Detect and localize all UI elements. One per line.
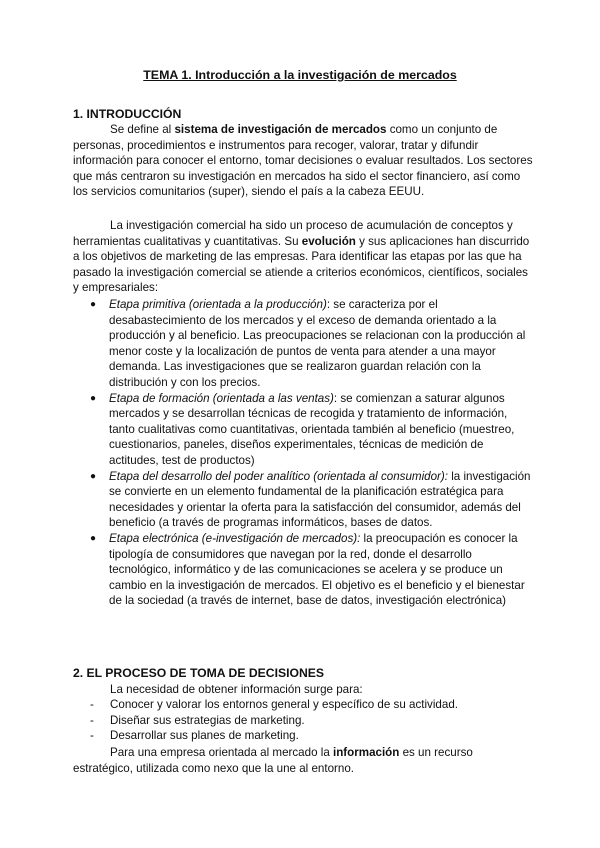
section-2-intro: La necesidad de obtener información surge para: xyxy=(110,683,363,696)
bullet-icon: ● xyxy=(90,392,97,404)
p-last-text-post: es un recurso estratégico, utilizada como nexo que la une al entorno. xyxy=(73,746,473,775)
dash-icon: - xyxy=(90,729,94,743)
list-item xyxy=(73,697,535,713)
list-item-text: Conocer y valorar los entornos general y específico de su actividad. xyxy=(110,698,458,711)
stage-description: la preocupación es conocer la tipología de consumidores que navegan por la red, donde el desarrollo tecnológico, informático y de las comunicaciones se acelera y se produce un cambio en la investigación de mercados. El objetivo es el beneficio y el bienestar de la sociedad (a través de internet, base de datos, investigación electrónica) xyxy=(109,531,525,608)
stage-description: la investigación se convierte en un elemento fundamental de la planificación estratégica para necesidades y orientar la oferta para la satisfacción del consumidor, además del beneficio (a través de programas informáticos, bases de datos. xyxy=(109,469,531,530)
list-item xyxy=(73,391,535,469)
needs-list xyxy=(73,697,535,744)
bullet-icon: ● xyxy=(90,299,97,310)
stage-name: Etapa del desarrollo del poder analítico (orientada al consumidor): xyxy=(109,469,448,483)
p1-bold-term: sistema de investigación de mercados xyxy=(174,123,387,136)
dash-icon: - xyxy=(90,698,94,711)
list-item-text: Diseñar sus estrategias de marketing. xyxy=(110,713,305,727)
list-item xyxy=(73,531,535,609)
section-1-paragraph-1 xyxy=(73,122,533,200)
p2-bold-term: evolución xyxy=(301,234,356,248)
list-item xyxy=(73,713,535,729)
stage-description: : se comienzan a saturar algunos mercados y se desarrollan técnicas de recogida y tratamiento de información, tanto cualitativas como cuantitativas, orientada también al beneficio (muestreo, cuestionarios, paneles, diseños experimentales, técnicas de medición de actitudes, test de productos) xyxy=(109,391,515,467)
stages-list xyxy=(73,297,535,609)
section-1-heading: 1. INTRODUCCIÓN xyxy=(73,107,182,121)
list-item xyxy=(73,728,535,744)
stage-name: Etapa de formación (orientada a las ventas) xyxy=(109,391,334,405)
stage-description: : se caracteriza por el desabastecimiento de los mercados y el exceso de demanda orientado a la producción y al beneficio. Las preocupaciones se relacionan con la producción al menor coste y la localización de puntos de venta para atender a una mayor demanda. Las investigaciones que se realizaron guardan relación con la distribución y con los precios. xyxy=(109,298,526,389)
stage-name: Etapa electrónica (e-investigación de mercados): xyxy=(109,531,361,545)
bullet-icon: ● xyxy=(90,470,97,482)
list-item-text: Desarrollar sus planes de marketing. xyxy=(110,729,299,743)
p1-text-post: como un conjunto de personas, procedimientos e instrumentos para recoger, valorar, tratar y difundir información para conocer el entorno, tomar decisiones o evaluar resultados. Los sectores que más centraron su investigación en mercados ha sido el sector financiero, así como los servicios comunitarios (super), siendo el país a la cabeza EEUU. xyxy=(73,123,533,199)
p-last-bold-term: información xyxy=(333,746,400,759)
section-2-heading: 2. EL PROCESO DE TOMA DE DECISIONES xyxy=(73,666,325,680)
stage-name: Etapa primitiva (orientada a la producción) xyxy=(109,298,327,311)
list-item xyxy=(73,469,535,531)
p2-text-post: y sus aplicaciones han discurrido a los objetivos de marketing de las empresas. Para identificar las etapas por las que ha pasado la investigación comercial se atiende a criterios económicos, científicos, sociales y empresariales: xyxy=(73,234,530,295)
p1-text-pre: Se define al xyxy=(110,123,175,136)
section-1-paragraph-2 xyxy=(73,218,533,296)
document-title: TEMA 1. Introducción a la investigación de mercados xyxy=(143,68,457,82)
p2-text-pre: La investigación comercial ha sido un proceso de acumulación de conceptos y herramientas cualitativas y cuantitativas. Su xyxy=(73,219,513,248)
section-2-paragraph-last xyxy=(73,745,533,776)
dash-icon: - xyxy=(90,713,94,727)
list-item xyxy=(73,297,535,391)
bullet-icon: ● xyxy=(90,532,97,544)
p-last-text-pre: Para una empresa orientada al mercado la xyxy=(110,746,333,759)
